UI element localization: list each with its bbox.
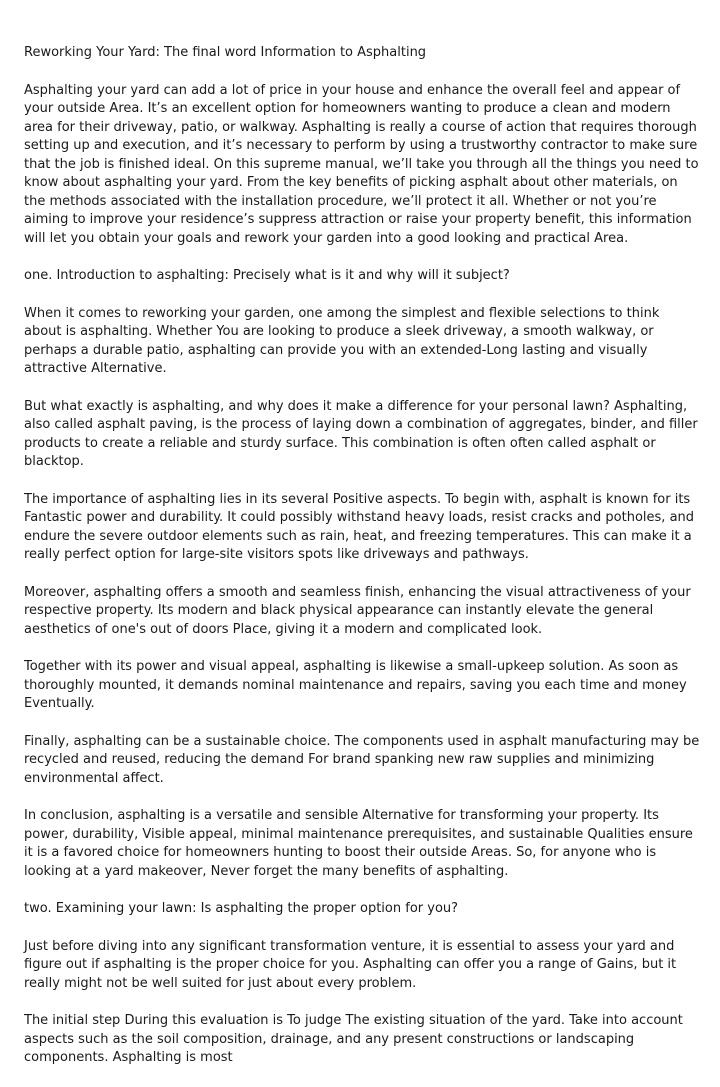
section-2-paragraph-1: Just before diving into any significant transformation venture, it is essential to assess your yard and figure out if asphalting is the proper choice for you. Asphalting can offer you a range of Gains, but it really might not be well suited for just about every problem. xyxy=(24,938,677,991)
intro-paragraph: Asphalting your yard can add a lot of price in your house and enhance the overall feel and appear of your outside Area. It’s an excellent option for homeowners wanting to produce a clean and modern area for their driveway, patio, or walkway. Asphalting is really a course of action that requires thorough setting up and execution, and it’s necessary to perform by using a trustworthy contractor to make sure that the job is finished ideal. On this supreme manual, we’ll take you through all the things you need to know about asphalting your yard. From the key benefits of picking asphalt about other materials, on the methods associated with the installation procedure, we’ll protect it all. Whether or not you’re aiming to improve your residence’s suppress attraction or raise your property benefit, this information will let you obtain your goals and rework your garden into a good looking and practical Area. xyxy=(24,82,699,246)
section-1-paragraph-7: In conclusion, asphalting is a versatile and sensible Alternative for transforming your property. Its power, durability, Visible appeal, minimal maintenance prerequisites, and sustainable Qualities ensure it is a favored choice for homeowners hunting to boost their outside Areas. So, for anyone who is looking at a yard makeover, Never forget the many benefits of asphalting. xyxy=(24,808,693,879)
section-1-paragraph-4: Moreover, asphalting offers a smooth and seamless finish, enhancing the visual attractiveness of your respective property. Its modern and black physical appearance can instantly elevate the general aesthetics of one's out of doors Place, giving it a modern and complicated look. xyxy=(24,584,691,637)
document-title: Reworking Your Yard: The final word Information to Asphalting xyxy=(24,45,427,60)
section-1-heading: one. Introduction to asphalting: Precisely what is it and why will it subject? xyxy=(24,268,510,283)
section-2-paragraph-2: The initial step During this evaluation is To judge The existing situation of the yard. Take into account aspects such as the soil composition, drainage, and any present constructions or landscaping components. Asphalting is most xyxy=(24,1013,683,1065)
section-1-paragraph-1: When it comes to reworking your garden, one among the simplest and flexible selections to think about is asphalting. Whether You are looking to produce a sleek driveway, a smooth walkway, or perhaps a durable patio, asphalting can provide you with an extended-Long lasting and visually attractive Alternative. xyxy=(24,305,660,376)
section-1-paragraph-6: Finally, asphalting can be a sustainable choice. The components used in asphalt manufacturing may be recycled and reused, reducing the demand For brand spanking new raw supplies and minimizing environmental affect. xyxy=(24,733,700,786)
section-1-paragraph-5: Together with its power and visual appeal, asphalting is likewise a small-upkeep solution. As soon as thoroughly mounted, it demands nominal maintenance and repairs, saving you each time and money Eventually. xyxy=(24,659,687,711)
document-body xyxy=(24,44,700,1087)
section-2-heading: two. Examining your lawn: Is asphalting the proper option for you? xyxy=(24,901,459,916)
section-1-paragraph-2: But what exactly is asphalting, and why does it make a difference for your personal lawn? Asphalting, also called asphalt paving, is the process of laying down a combination of aggregates, binder, and filler products to create a reliable and sturdy surface. This combination is often often called asphalt or blacktop. xyxy=(24,398,698,469)
section-1-paragraph-3: The importance of asphalting lies in its several Positive aspects. To begin with, asphalt is known for its Fantastic power and durability. It could possibly withstand heavy loads, resist cracks and potholes, and endure the severe outdoor elements such as rain, heat, and freezing temperatures. This can make it a really perfect option for large-site visitors spots like driveways and pathways. xyxy=(24,491,695,562)
